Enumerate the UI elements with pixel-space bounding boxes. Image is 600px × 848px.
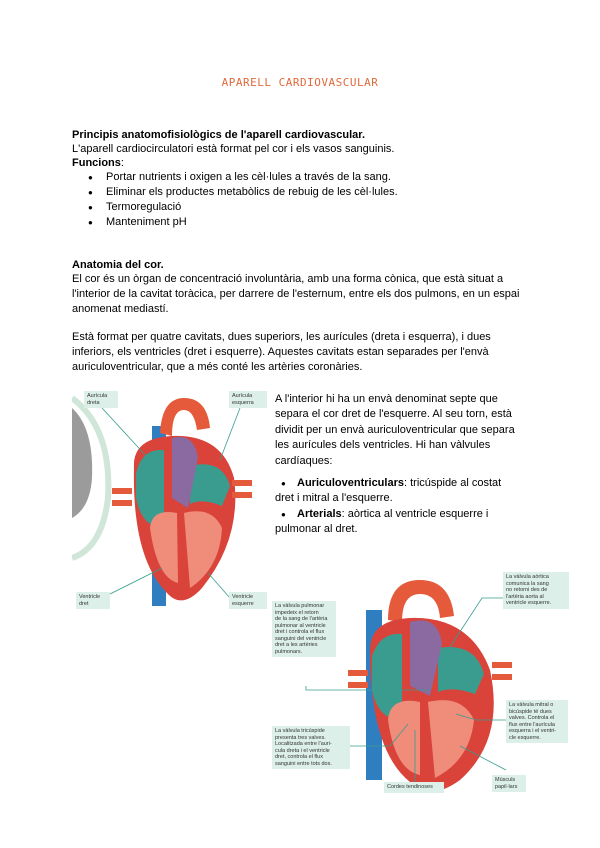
label-line: presenta tres valves.	[275, 734, 326, 741]
valve-rest: : aòrtica al ventricle esquerre i	[341, 507, 489, 520]
para-line: l'interior de la cavitat toràcica, per darrere de l'esternum, entre els dos pulmons, en un espai	[72, 287, 520, 300]
label-valvula-tricuspide	[272, 726, 350, 769]
aorta	[388, 580, 454, 622]
para-line: anomenat mediastí.	[72, 302, 169, 315]
label-line: La vàlvula tricúspide	[275, 728, 325, 734]
label-line: La vàlvula pulmonar	[275, 603, 325, 609]
para-line: Està format per quatre cavitats, dues superiors, les aurícules (dreta i esquerra), i dues	[72, 331, 491, 343]
label-line: bicúspide té dues	[509, 708, 552, 715]
lung-shape	[72, 408, 92, 518]
label-auricula-dreta	[84, 391, 118, 408]
page-title: APARELL CARDIOVASCULAR	[221, 76, 379, 89]
list-item	[275, 476, 535, 507]
valve-rest: : tricúspide al costat	[403, 477, 502, 489]
leader-line	[220, 408, 240, 460]
label-line: Cordes tendinoses	[387, 784, 433, 790]
label-line: cula dreta i el ventricle	[275, 747, 330, 754]
label-line: no retorni des de	[506, 587, 548, 593]
label-line: l'artèria aorta al	[506, 593, 544, 600]
septum-paragraph	[275, 392, 515, 469]
section2-heading: Anatomia del cor.	[72, 259, 164, 271]
para-line: auriculoventricular, que a més conté les artèries coronàries.	[72, 360, 363, 373]
bullet-dot-icon: ●	[281, 509, 286, 519]
label-line: ventricle esquerre.	[506, 600, 552, 606]
vessel	[492, 662, 512, 668]
valve-name: Arterials	[297, 507, 342, 520]
section1-heading: Principis anatomofisiològics de l'aparell cardiovascular.	[72, 129, 365, 141]
label-line: esquerra i el ventri-	[509, 728, 557, 734]
label-line: pulmonars.	[275, 648, 303, 655]
valve-line	[275, 476, 535, 491]
functions-colon: :	[120, 157, 124, 169]
vessel	[112, 500, 132, 506]
label-line: esquerra	[232, 399, 254, 406]
label-line: Ventricle	[232, 594, 254, 600]
label-line: papil·lars	[495, 783, 518, 790]
label-line: dret i controla el flux	[275, 629, 325, 635]
bullet-dot-icon: ●	[281, 479, 286, 488]
label-line: dret	[79, 600, 89, 607]
label-line: flux entre l'aurícula	[509, 721, 555, 728]
vessel	[348, 682, 368, 688]
label-line: impedeix el retorn	[275, 609, 319, 616]
label-valvula-aortica	[503, 572, 569, 609]
label-line: esquerre	[232, 600, 254, 607]
label-line: La vàlvula mitral o	[509, 702, 554, 708]
valve-line-2: pulmonar al dret.	[275, 523, 358, 536]
vessel	[348, 670, 368, 676]
label-line: cle esquerre.	[509, 734, 541, 741]
valves-list	[275, 476, 535, 538]
label-line: comunica la sang	[506, 580, 549, 587]
label-line: de la sang de l'artèria	[275, 616, 328, 622]
label-cordes-tendinoses	[384, 782, 444, 793]
vessel	[492, 674, 512, 680]
label-valvula-pulmonar	[272, 601, 336, 657]
aorta	[160, 398, 210, 436]
vessel	[112, 488, 132, 494]
vessel	[232, 480, 252, 486]
para-line: separa el cor dret de l'esquerre. Al seu torn, està	[275, 408, 512, 421]
valve-name: Auriculoventriculars	[297, 477, 404, 489]
label-line: Localitzada entre l'auri-	[275, 741, 332, 747]
valve-line-2: dret i mitral a l'esquerre.	[275, 492, 393, 505]
leader-line	[208, 573, 230, 598]
para-line: les aurícules dels ventricles. Hi han vàlvules	[275, 439, 491, 452]
functions-heading: Funcions	[72, 157, 121, 169]
list-item: ● Manteniment pH	[72, 215, 398, 230]
label-line: La vàlvula aòrtica	[506, 574, 549, 580]
list-item	[275, 507, 535, 538]
functions-heading-row	[72, 156, 124, 171]
label-musculs-papillars	[492, 775, 526, 792]
left-ventricle	[184, 511, 222, 588]
valve-line	[275, 507, 535, 522]
label-ventricle-dret	[76, 592, 110, 609]
section1-intro: L'aparell cardiocirculatori està format pel cor i els vasos sanguinis.	[72, 143, 395, 155]
leader-line	[102, 408, 148, 458]
heart-diagram-1	[72, 388, 272, 618]
label-line: dreta	[87, 399, 100, 406]
label-line: Aurícula	[87, 393, 108, 399]
label-line: Músculs	[495, 777, 516, 783]
label-line: Ventricle	[79, 594, 101, 600]
section2-para1	[72, 272, 520, 316]
list-item: ● Termoregulació	[72, 200, 398, 215]
functions-list	[72, 170, 398, 230]
label-line: sanguini del ventricle	[275, 635, 327, 642]
section2-para2	[72, 330, 491, 374]
para-line: El cor és un òrgan de concentració involuntària, amb una forma cònica, que està situat a	[72, 273, 504, 285]
para-line: inferiors, els ventricles (dret i esquerre). Aquestes cavitats estan separades per l'envà	[72, 345, 489, 358]
label-line: valves. Controla el	[509, 715, 555, 721]
label-line: dret, controla el flux	[275, 754, 323, 760]
label-valvula-mitral	[506, 700, 568, 743]
vessel	[232, 492, 252, 498]
label-ventricle-esquerre	[229, 592, 267, 609]
list-item: ● Portar nutrients i oxigen a les cèl·lules a través de la sang.	[72, 170, 398, 185]
para-line: dividit per un envà auriculoventricular que separa	[275, 423, 515, 436]
label-auricula-esquerra	[229, 391, 267, 408]
label-line: pulmonar al ventricle	[275, 622, 326, 629]
label-line: dret a les artèries	[275, 642, 318, 648]
label-line: sanguini entre tots dos.	[275, 760, 332, 767]
list-item: ● Eliminar els productes metabòlics de rebuig de les cèl·lules.	[72, 185, 398, 200]
para-line: cardíaques:	[275, 454, 333, 467]
label-line: Aurícula	[232, 393, 253, 399]
para-line: A l'interior hi ha un envà denominat septe que	[275, 393, 498, 405]
